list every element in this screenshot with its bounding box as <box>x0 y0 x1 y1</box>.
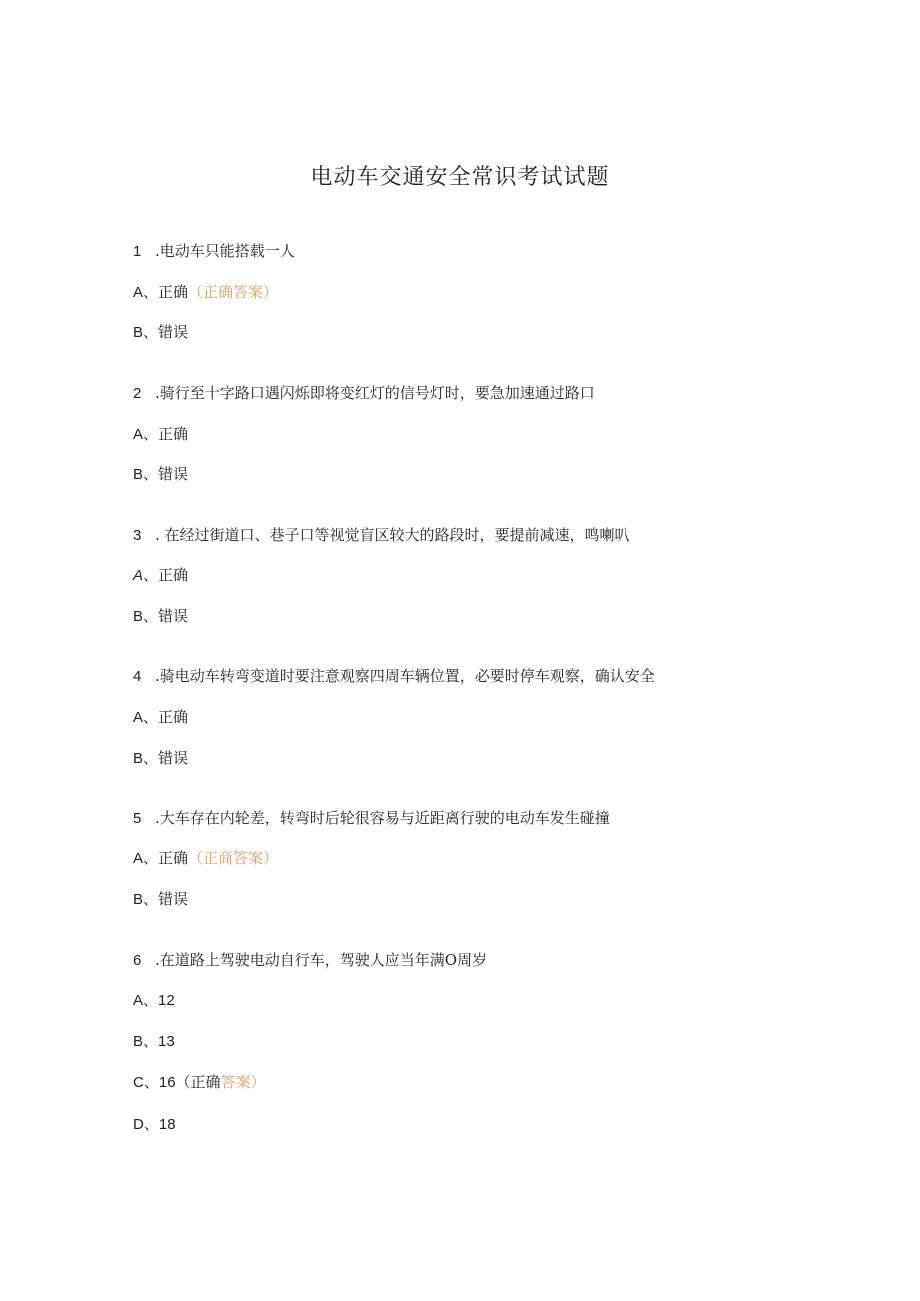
option-text: 正确 <box>158 425 189 443</box>
option-letter: A <box>133 850 144 867</box>
option-separator: 、 <box>143 323 159 341</box>
question-6 <box>133 950 487 971</box>
option-letter: B <box>133 608 144 625</box>
option-1-b <box>133 322 188 343</box>
option-2-a <box>133 424 188 445</box>
option-letter: A <box>133 426 144 443</box>
option-separator: 、 <box>143 849 159 867</box>
option-separator: 、 <box>143 708 159 726</box>
option-letter: B <box>133 891 144 908</box>
option-separator: 、 <box>143 890 159 908</box>
question-number: 1 <box>133 243 142 260</box>
option-letter: A <box>133 284 144 301</box>
answer-hint: （正确答案） <box>188 283 279 301</box>
option-letter: B <box>133 1033 144 1050</box>
option-6-c <box>133 1072 266 1093</box>
option-text: 正确 <box>158 708 189 726</box>
option-text: 错误 <box>158 890 189 908</box>
question-number: 2 <box>133 385 142 402</box>
question-number: 3 <box>133 527 142 544</box>
option-text: 错误 <box>158 749 189 767</box>
option-text: 错误 <box>158 607 189 625</box>
question-number: 5 <box>133 810 142 827</box>
answer-hint: 答案） <box>220 1073 266 1091</box>
option-text: 错误 <box>158 465 189 483</box>
option-letter: C <box>133 1074 144 1091</box>
option-text: 正确 <box>158 566 189 584</box>
option-separator: 、 <box>143 749 159 767</box>
option-letter: A <box>133 709 144 726</box>
option-separator: 、 <box>143 607 159 625</box>
option-6-b <box>133 1031 175 1052</box>
option-separator: 、 <box>143 991 159 1009</box>
question-2 <box>133 383 595 404</box>
option-5-b <box>133 889 188 910</box>
option-separator: 、 <box>143 1032 159 1050</box>
answer-hint-plain: （正确 <box>175 1073 221 1091</box>
question-text: .骑电动车转弯变道时要注意观察四周车辆位置，必要时停车观察，确认安全 <box>155 667 655 685</box>
option-letter: B <box>133 324 144 341</box>
option-2-b <box>133 464 188 485</box>
option-separator: 、 <box>143 1115 159 1133</box>
option-text: 13 <box>158 1033 175 1050</box>
page-title: 电动车交通安全常识考试试题 <box>310 165 610 190</box>
question-text: .大车存在内轮差，转弯时后轮很容易与近距离行驶的电动车发生碰撞 <box>155 809 610 827</box>
question-number: 6 <box>133 952 142 969</box>
option-separator: 、 <box>143 1073 159 1091</box>
option-separator: 、 <box>143 283 159 301</box>
question-1 <box>133 241 295 262</box>
option-6-d <box>133 1114 176 1135</box>
option-3-b <box>133 606 188 627</box>
option-text: 12 <box>158 992 175 1009</box>
option-text: 16 <box>158 1074 176 1091</box>
option-letter: A <box>133 992 144 1009</box>
question-text: .骑行至十字路口遇闪烁即将变红灯的信号灯时，要急加速通过路口 <box>155 384 595 402</box>
option-letter: B <box>133 750 144 767</box>
option-5-a <box>133 848 278 869</box>
option-text: 正确 <box>158 283 189 301</box>
option-separator: 、 <box>143 465 159 483</box>
option-letter: D <box>133 1116 144 1133</box>
question-4 <box>133 666 655 687</box>
answer-hint: （正商答案） <box>188 849 279 867</box>
option-3-a <box>133 565 188 586</box>
question-number: 4 <box>133 668 142 685</box>
question-text: . 在经过街道口、巷子口等视觉盲区较大的路段时，要提前减速，鸣喇叭 <box>155 526 630 544</box>
option-separator: 、 <box>143 566 159 584</box>
option-text: 错误 <box>158 323 189 341</box>
option-1-a <box>133 282 278 303</box>
option-letter: A <box>133 567 144 584</box>
option-letter: B <box>133 466 144 483</box>
option-text: 18 <box>158 1116 176 1133</box>
question-text: .在道路上驾驶电动自行车，驾驶人应当年满O周岁 <box>155 951 488 969</box>
question-text: .电动车只能搭载一人 <box>155 242 295 260</box>
question-5 <box>133 808 610 829</box>
option-6-a <box>133 990 175 1011</box>
option-4-a <box>133 707 188 728</box>
option-separator: 、 <box>143 425 159 443</box>
option-text: 正确 <box>158 849 189 867</box>
question-3 <box>133 525 630 546</box>
option-4-b <box>133 748 188 769</box>
